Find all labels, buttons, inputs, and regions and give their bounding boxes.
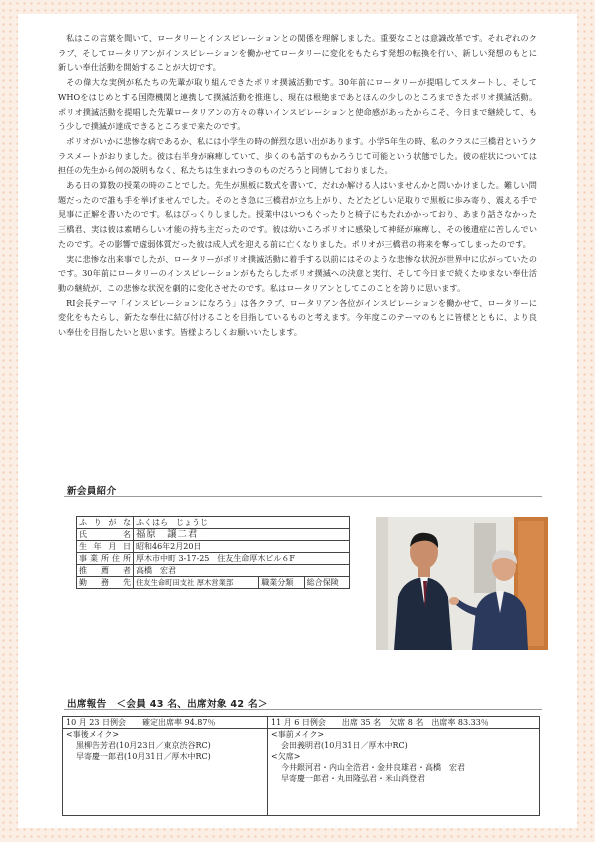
new-member-heading: 新会員紹介 <box>67 486 117 497</box>
category-label: 職業分類 <box>259 577 304 589</box>
makeup-after-heading: <事後メイク> <box>66 730 120 739</box>
member-photo-illustration <box>376 517 548 650</box>
attendance-box <box>62 716 540 816</box>
list-item: 早寄慶一郎君(10月31日／厚木中RC) <box>76 752 211 761</box>
new-member-table <box>76 516 350 589</box>
new-member-rule <box>64 496 542 497</box>
absent-heading: <欠席> <box>271 752 301 761</box>
name-label: 氏名 <box>77 529 134 541</box>
attendance-left-header: 10 月 23 日例会 確定出席率 94.87％ <box>63 717 267 729</box>
article-paragraph: その偉大な実例が私たちの先輩が取り組んできたポリオ撲滅活動です。30年前にロータリーが提唱してスタートし、そしてWHOをはじめとする国際機関と連携して撲滅活動を推進し、現在は根絶まであとほんの少しのところまできたポリオ撲滅活動。ポリオ撲滅活動を提唱した先輩ロータリアンの方々の尊いインスピレーションと使命感があったからこそ、今日まで継続して、もう少しで撲滅が達成できるところまで来たのです。 <box>58 77 537 132</box>
attendance-right-column <box>268 717 539 815</box>
table-row <box>77 577 350 589</box>
category-value: 総合保険 <box>304 577 349 589</box>
article-paragraph: 私はこの言葉を聞いて、ロータリーとインスピレーションとの関係を理解しました。重要なことは意識改革です。それぞれのクラブ、そしてロータリアンがインスピレーションを働かせてロータリーに変化をもたらす発想の転換を行い、新しい発想のもとに新しい奉仕活動を開始することが大切です。 <box>58 33 537 73</box>
article-paragraph: ポリオがいかに悲惨な病であるか、私には小学生の時の鮮烈な思い出があります。小学5年生の時、私のクラスに三橋君というクラスメートがおりました。彼は右半身が麻痺していて、歩くのも話すのもかろうじて可能という状態でした。彼の症状については担任の先生から何の説明もなく、私たちは生まれつきのものだろうと同情しておりました。 <box>58 135 537 176</box>
attendance-rule <box>64 709 542 710</box>
table-row <box>77 553 350 565</box>
birth-label: 生年月日 <box>77 541 134 553</box>
office-label: 事業所住所 <box>77 553 134 565</box>
attendance-right-header: 11 月 6 日例会 出席 35 名 欠席 8 名 出席率 83.33％ <box>268 717 539 729</box>
attendance-heading: 出席報告 ＜会員 43 名、出席対象 42 名＞ <box>67 699 268 710</box>
article-paragraph: 実に悲惨な出来事でしたが、ロータリーがポリオ撲滅活動に着手する以前にはそのような悲惨な状況が世界中に広がっていたのです。30年前にロータリーのインスピレーションがもたらしたポリオ撲滅への決意と実行、そして今日まで続くたゆまない奉仕活動の継続が、この悲惨な状況を劇的に変化させたのです。私はロータリアンとしてこのことを誇りに思います。 <box>58 253 537 293</box>
list-item: 早寄慶一郎君・丸田隆弘君・米山尚登君 <box>281 774 425 783</box>
list-item: 黒柳告芳君(10月23日／東京渋谷RC) <box>76 741 211 750</box>
sponsor-label: 推薦者 <box>77 565 134 577</box>
birth-value: 昭和46年2月20日 <box>134 541 350 553</box>
furigana-value: ふくはら じょうじ <box>134 517 350 529</box>
member-photo <box>376 517 548 650</box>
office-value: 厚木市中町 3-17-25 住友生命厚木ビル６F <box>134 553 350 565</box>
work-label: 勤務先 <box>77 577 134 589</box>
sponsor-value: 高橋 宏君 <box>134 565 350 577</box>
article-paragraph: ある日の算数の授業の時のことでした。先生が黒板に数式を書いて、だれか解ける人はいませんかと問いかけました。難しい問題だったので誰も手を挙げませんでした。そのとき急に三橋君が立ち上がり、たどたどしい足取りで黒板に歩み寄り、震える手で見事に正解を書いたのです。私はびっくりしました。授業中はいつもぐったりと椅子にもたれかかっており、あまり話さなかった三橋君、実は彼は素晴らしい才能の持ち主だったのです。彼は幼いころポリオに感染して神経が麻痺し、その後遺症に苦しんでいたのです。その影響で虚弱体質だった彼は成人式を迎える前に亡くなりました。ポリオが三橋君の将来を奪ってしまったのです。 <box>58 180 537 249</box>
table-row <box>77 565 350 577</box>
makeup-before-heading: <事前メイク> <box>271 730 325 739</box>
table-row <box>77 541 350 553</box>
list-item: 会田義明君(10月31日／厚木中RC) <box>281 741 408 750</box>
attendance-left-column <box>63 717 268 815</box>
table-row <box>77 529 350 541</box>
article-body <box>58 31 537 340</box>
table-row <box>77 517 350 529</box>
name-value: 福原 譲二君 <box>134 529 350 541</box>
article-paragraph: RI会長テーマ「インスピレーションになろう」は各クラブ、ロータリアン各位がインスピレーションを働かせて、ロータリーに変化をもたらし、新たな奉仕に結び付けることを目指しているものと考えます。今年度このテーマのもとに皆様とともに、より良い奉仕を目指したいと思います。皆様よろしくお願いいたします。 <box>58 297 537 338</box>
furigana-label: ふりがな <box>77 517 134 529</box>
list-item: 今井銀河君・内山全浩君・金井良雄君・高橋 宏君 <box>281 763 465 772</box>
work-value: 住友生命町田支社 厚木営業部 <box>134 577 259 589</box>
